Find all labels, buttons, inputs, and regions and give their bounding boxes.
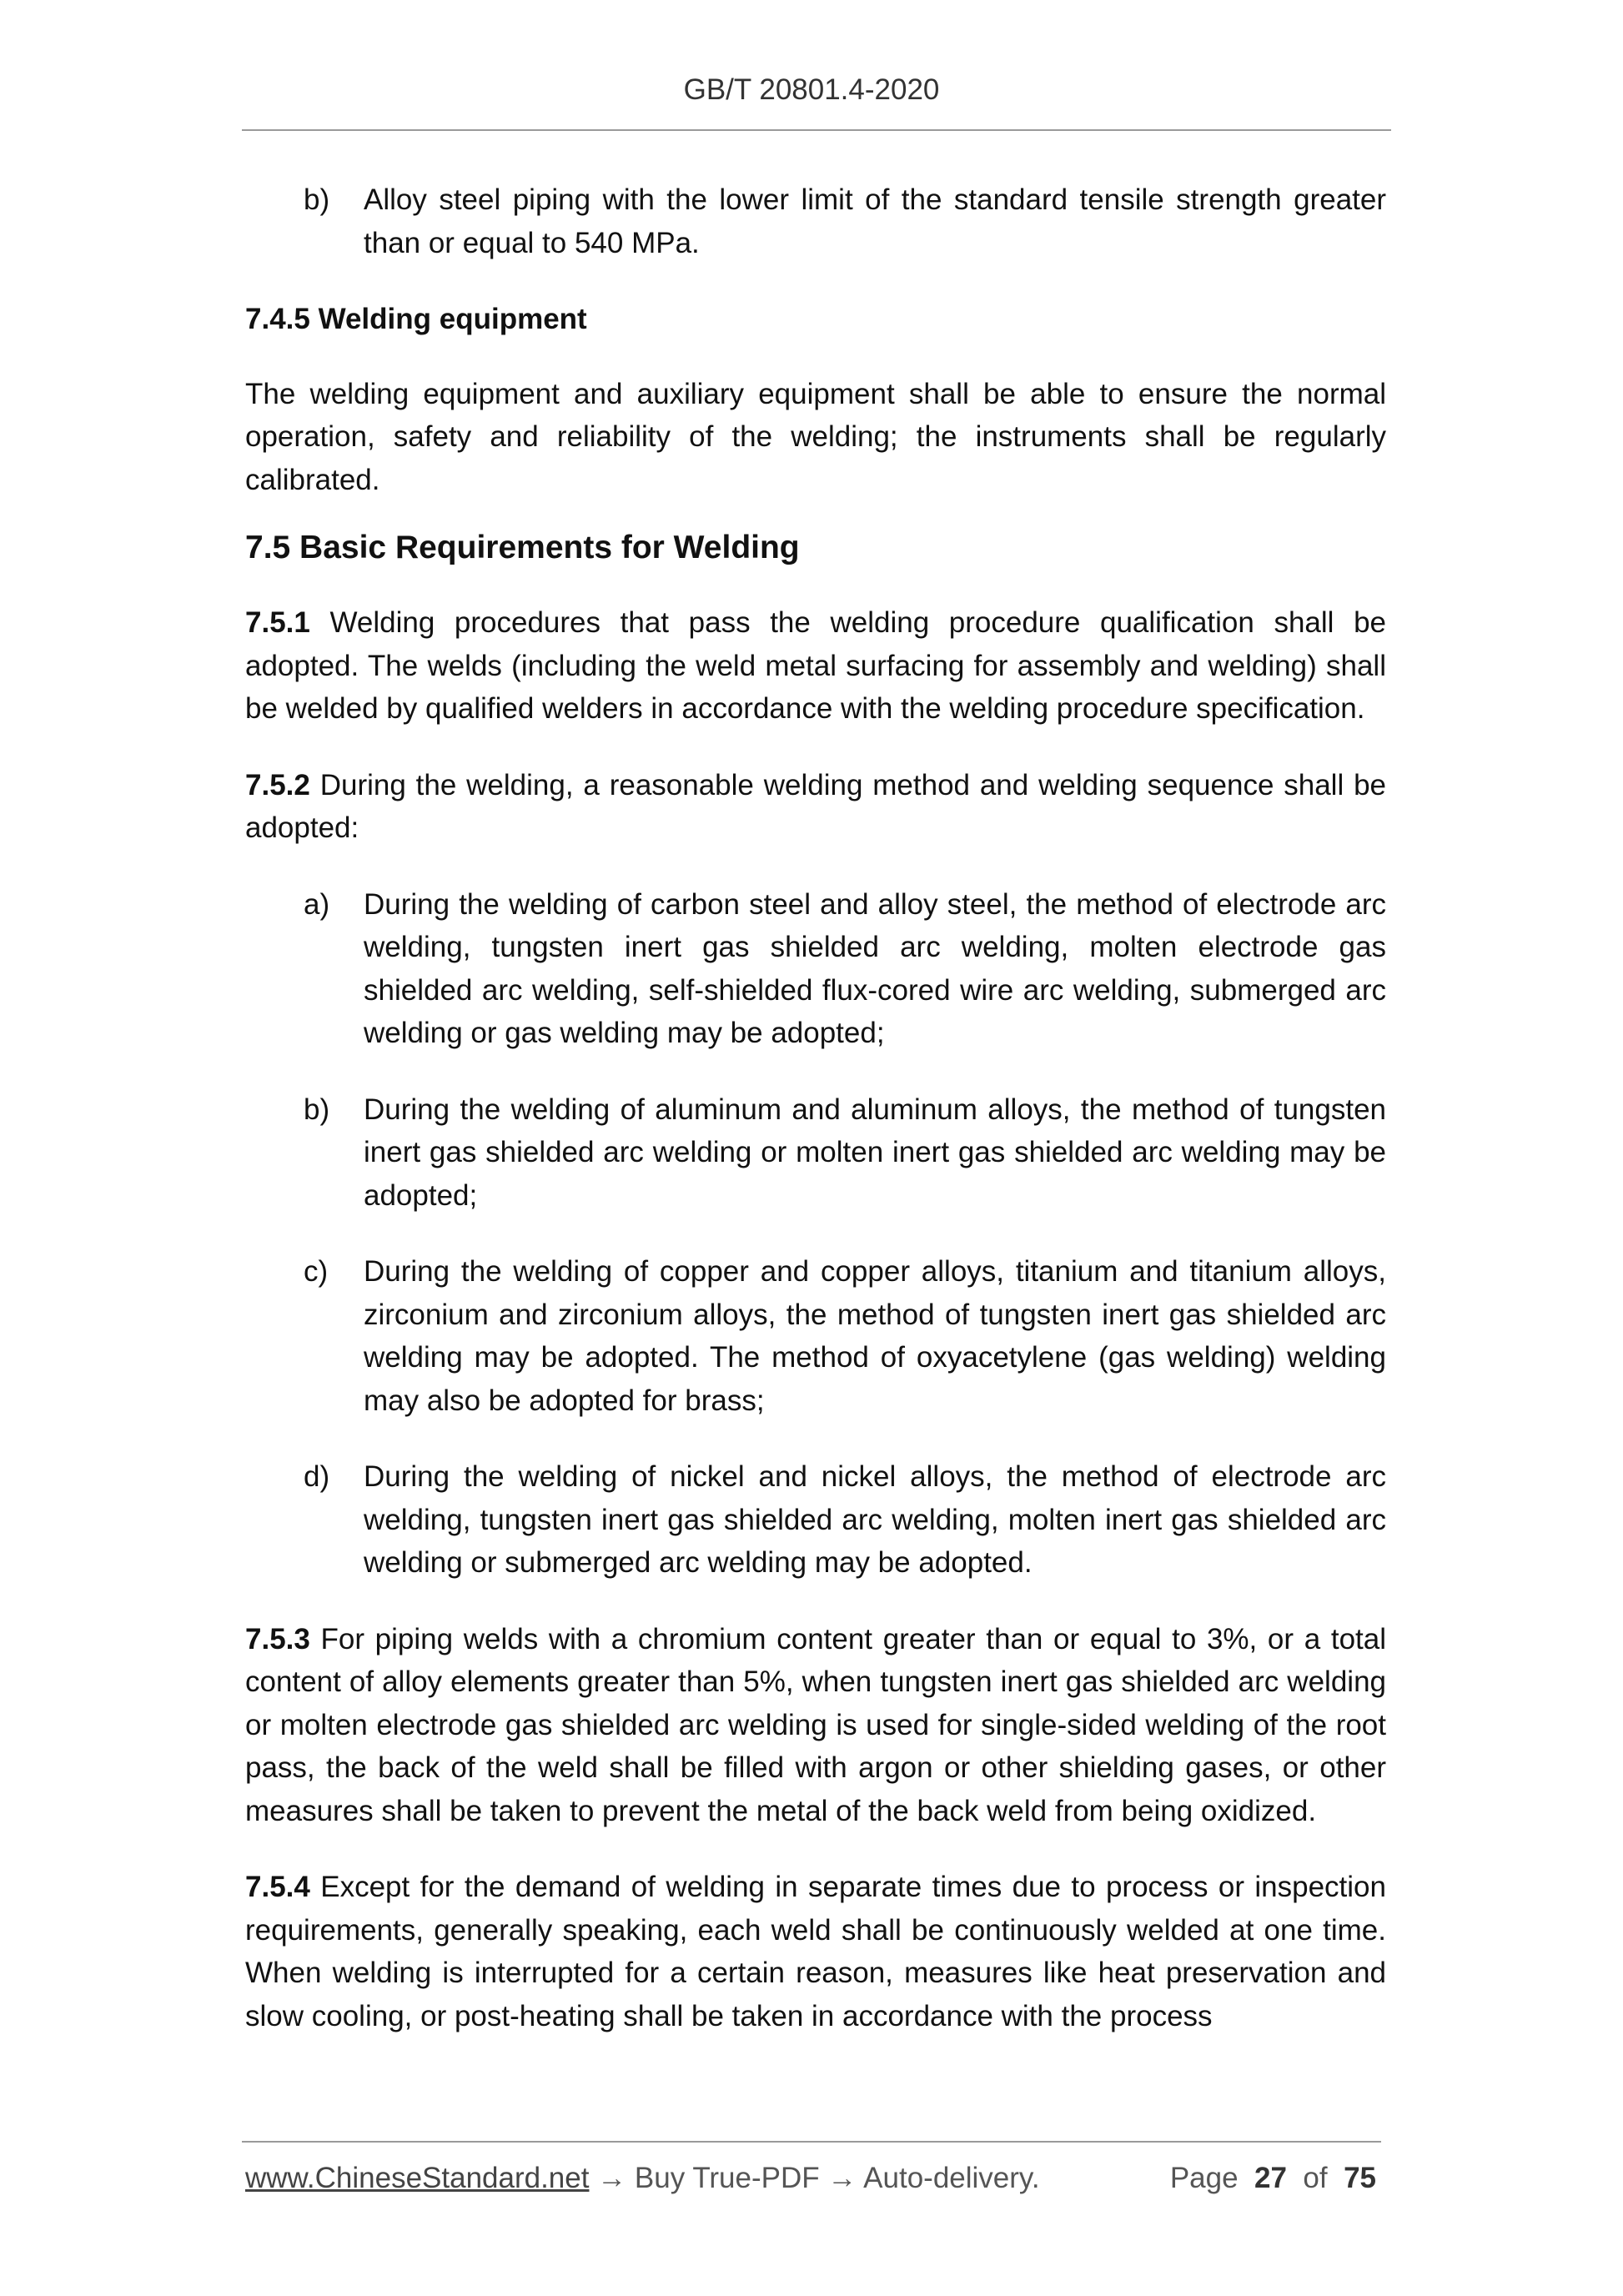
clause-7-5-4 [245, 1866, 1386, 2037]
list-item [245, 1455, 1386, 1585]
list-marker: a) [304, 887, 330, 921]
list-item [245, 883, 1386, 1055]
clause-text: Welding procedures that pass the welding procedure qualification shall be adopted. The welds (including the weld metal surfacing for assembly and welding) shall be welded by qualified welders in accordance with the welding procedure specification. [245, 606, 1386, 725]
header-divider [242, 129, 1391, 131]
list-marker: c) [304, 1255, 329, 1288]
clause-text: For piping welds with a chromium content greater than or equal to 3%, or a total content of alloy elements greater than 5%, when tungsten inert gas shielded arc welding or molten electrode gas shielded arc welding is used for single-sided welding of the root pass, the back of the weld shall be filled with argon or other shielding gases, or other measures shall be taken to prevent the metal of the back weld from being oxidized. [245, 1622, 1386, 1827]
clause-number: 7.5.4 [245, 1871, 310, 1903]
clause-7-5-1 [245, 601, 1386, 731]
list-item-text: During the welding of carbon steel and alloy steel, the method of electrode arc welding, tungsten inert gas shielded arc welding, molten electrode gas shielded arc welding, self-shielded flux-cored wire arc welding, submerged arc welding or gas welding may be adopted; [364, 887, 1386, 1049]
paragraph-welding-equipment: The welding equipment and auxiliary equipment shall be able to ensure the normal operation, safety and reliability of the welding; the instruments shall be regularly calibrated. [245, 377, 1386, 496]
list-item-text: During the welding of nickel and nickel alloys, the method of electrode arc welding, tungsten inert gas shielded arc welding, molten inert gas shielded arc welding or submerged arc welding may be adopted. [364, 1460, 1386, 1579]
clause-number: 7.5.2 [245, 768, 310, 801]
clause-7-5-3 [245, 1618, 1386, 1833]
clause-text: During the welding, a reasonable welding method and welding sequence shall be adopted: [245, 768, 1386, 844]
list-item [245, 1250, 1386, 1422]
list-item [245, 178, 1386, 264]
list-marker: b) [304, 183, 330, 216]
page-total: 75 [1344, 2162, 1376, 2194]
page-header: GB/T 20801.4-2020 [683, 73, 940, 106]
site-link[interactable]: www.ChineseStandard.net [245, 2162, 590, 2194]
clause-text: Except for the demand of welding in separate times due to process or inspection requirements, generally speaking, each weld shall be continuously welded at one time. When welding is interrupted for a certain reason, measures like heat preservation and slow cooling, or post-heating shall be taken in accordance with the process [245, 1871, 1386, 2032]
page-label: Page [1169, 2162, 1239, 2194]
footer-tagline: → Buy True-PDF → Auto-delivery. [589, 2162, 1040, 2194]
footer-promo [245, 2162, 1040, 2195]
page-number [1170, 2162, 1376, 2195]
clause-number: 7.5.1 [245, 606, 310, 639]
page-current: 27 [1254, 2162, 1287, 2194]
clause-7-5-2 [245, 764, 1386, 850]
list-item-text: During the welding of aluminum and aluminum alloys, the method of tungsten inert gas shielded arc welding or molten inert gas shielded arc welding may be adopted; [364, 1093, 1386, 1212]
section-heading-7-4-5: 7.4.5 Welding equipment [245, 303, 587, 335]
page-of-label: of [1303, 2162, 1328, 2194]
document-body [245, 178, 1386, 2071]
list-marker: d) [304, 1460, 330, 1493]
footer-divider [242, 2141, 1381, 2143]
list-item-text: During the welding of copper and copper alloys, titanium and titanium alloys, zirconium and zirconium alloys, the method of tungsten inert gas shielded arc welding may be adopted. The method of oxyacetylene (gas welding) welding may also be adopted for brass; [364, 1255, 1386, 1417]
list-item-text: Alloy steel piping with the lower limit of the standard tensile strength greater than or equal to 540 MPa. [364, 183, 1386, 259]
section-heading-7-5: 7.5 Basic Requirements for Welding [245, 530, 800, 565]
clause-number: 7.5.3 [245, 1622, 310, 1655]
list-marker: b) [304, 1093, 330, 1126]
list-item [245, 1088, 1386, 1218]
